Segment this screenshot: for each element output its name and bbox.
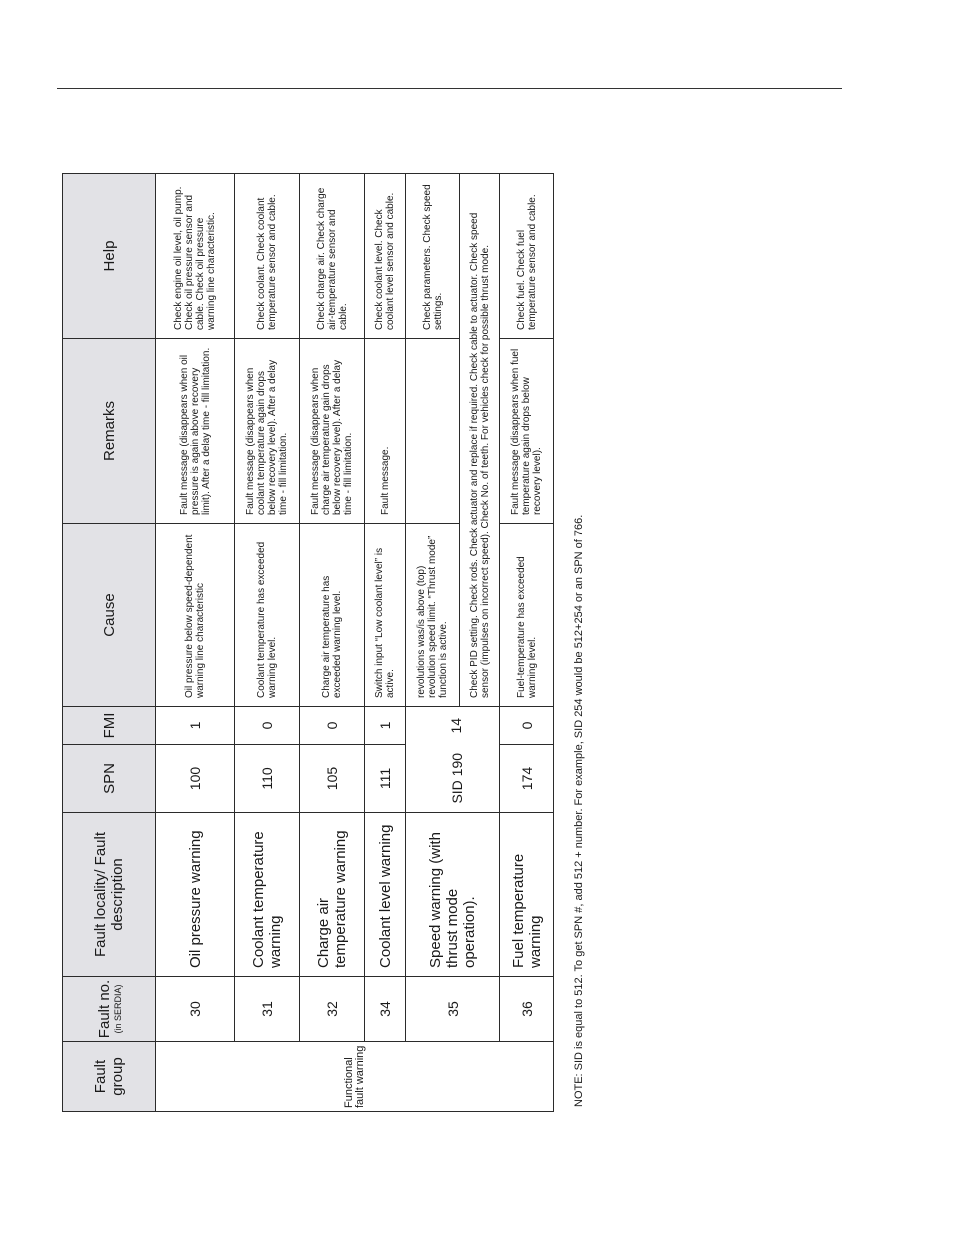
top-rule xyxy=(57,88,842,89)
fmi-value: 0 xyxy=(500,707,554,745)
fault-description: Speed warning (with thrust mode operation). xyxy=(406,813,500,977)
spn-value: 105 xyxy=(300,745,365,813)
spn-value: 174 xyxy=(500,745,554,813)
cause-text: Fuel-temperature has exceeded warning level. xyxy=(500,524,554,707)
fmi-value: 1 xyxy=(156,707,235,745)
remarks-text: Fault message (disappears when coolant temperature again drops below recovery level). After a delay time - fill limitation. xyxy=(235,339,300,524)
help-text: Check coolant level. Check coolant level sensor and cable. xyxy=(365,174,406,339)
help-text: Check parameters. Check speed settings. xyxy=(406,174,460,339)
fault-description: Coolant level warning xyxy=(365,813,406,977)
fmi-value: 14 xyxy=(406,707,500,745)
cause-text: Coolant temperature has exceeded warning level. xyxy=(235,524,300,707)
fault-description: Charge air temperature warning xyxy=(300,813,365,977)
cause-text: Oil pressure below speed-dependent warning line characteristic xyxy=(156,524,235,707)
fault-no: 34 xyxy=(365,977,406,1042)
fault-table-frame xyxy=(62,174,552,1112)
cause-text: revolutions was/is above (top) revolution speed limit. “Thrust mode” function is active. xyxy=(406,524,460,707)
cause-text: Charge air temperature has exceeded warning level. xyxy=(300,524,365,707)
fault-group-label: Functional fault warning xyxy=(156,1042,554,1112)
fault-description: Coolant temperature warning xyxy=(235,813,300,977)
table-row xyxy=(406,174,460,1112)
fault-no: 31 xyxy=(235,977,300,1042)
spn-value: 100 xyxy=(156,745,235,813)
header-row xyxy=(63,174,156,1112)
fault-no: 35 xyxy=(406,977,500,1042)
header-fault-locality: Fault locality/ Fault description xyxy=(63,813,156,977)
header-fault-group: Fault group xyxy=(63,1042,156,1112)
merged-help-text: Check PID setting. Check rods. Check actuator and replace if required. Check cable to actuator. Check speed sensor (impulses on incorrect speed). Check No. of teeth. For vehicles check for possible thrust mode. xyxy=(460,174,500,707)
table-row xyxy=(235,174,300,1112)
table-row xyxy=(156,174,235,1112)
table-row xyxy=(365,174,406,1112)
remarks-text: Fault message (disappears when oil pressure is again above recovery limit). After a delay time - fill limitation. xyxy=(156,339,235,524)
header-help: Help xyxy=(63,174,156,339)
header-fault-no-sub: (in SERDIA) xyxy=(112,984,123,1034)
help-text: Check fuel. Check fuel temperature sensor and cable. xyxy=(500,174,554,339)
fmi-value: 0 xyxy=(235,707,300,745)
remarks-text: Fault message (disappears when fuel temperature again drops below recovery level). xyxy=(500,339,554,524)
help-text: Check engine oil level, oil pump. Check oil pressure sensor and cable. Check oil pressure warning line characteristic. xyxy=(156,174,235,339)
fault-no: 32 xyxy=(300,977,365,1042)
table-row xyxy=(300,174,365,1112)
fault-no: 30 xyxy=(156,977,235,1042)
remarks-text: Fault message. xyxy=(365,339,406,524)
help-text: Check charge air. Check charge air-temperature sensor and cable. xyxy=(300,174,365,339)
header-cause: Cause xyxy=(63,524,156,707)
help-text: Check coolant. Check coolant temperature sensor and cable. xyxy=(235,174,300,339)
spn-value: SID 190 xyxy=(406,745,500,813)
fault-description: Fuel temperature warning xyxy=(500,813,554,977)
remarks-text xyxy=(406,339,460,524)
fmi-value: 0 xyxy=(300,707,365,745)
header-fault-no: Fault no. (in SERDIA) xyxy=(63,977,156,1042)
fault-table xyxy=(62,173,554,1112)
sid-note: NOTE: SID is equal to 512. To get SPN #, add 512 + number. For example, SID 254 would be 512+254 or an SPN of 766. xyxy=(573,514,585,1107)
spn-value: 110 xyxy=(235,745,300,813)
header-remarks: Remarks xyxy=(63,339,156,524)
cause-text: Switch input “Low coolant level” is active. xyxy=(365,524,406,707)
remarks-text: Fault message (disappears when charge air temperature gain drops below recovery level). After a delay time - fill limitation. xyxy=(300,339,365,524)
fault-no: 36 xyxy=(500,977,554,1042)
header-spn: SPN xyxy=(63,745,156,813)
spn-value: 111 xyxy=(365,745,406,813)
header-fmi: FMI xyxy=(63,707,156,745)
fault-description: Oil pressure warning xyxy=(156,813,235,977)
fmi-value: 1 xyxy=(365,707,406,745)
table-row xyxy=(500,174,554,1112)
